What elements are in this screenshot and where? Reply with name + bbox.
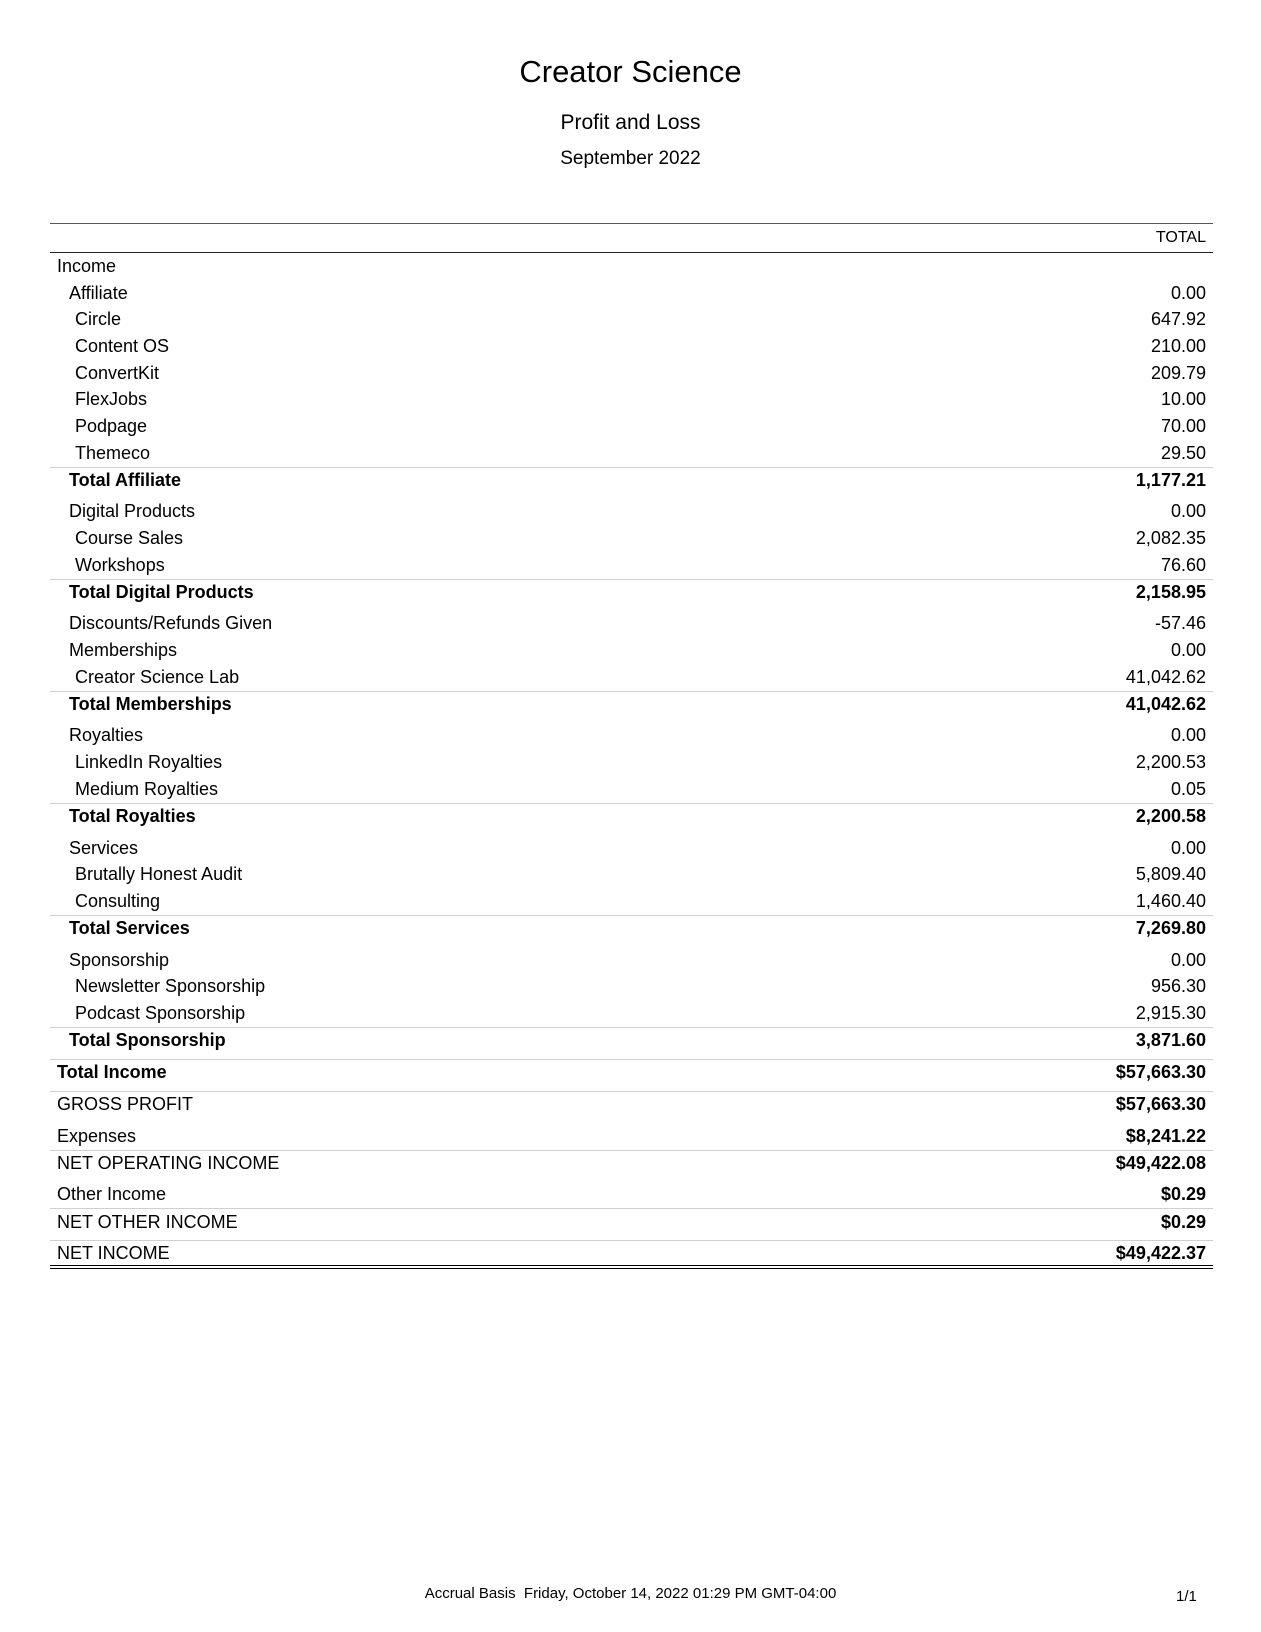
row-label: Circle xyxy=(75,309,122,330)
row-label: FlexJobs xyxy=(75,389,148,410)
table-row xyxy=(50,835,1213,862)
row-label: Other Income xyxy=(57,1184,167,1205)
table-row xyxy=(50,888,1213,915)
table-row xyxy=(50,499,1213,526)
table-row xyxy=(50,306,1213,333)
row-label: Royalties xyxy=(69,725,144,746)
row-amount: 0.00 xyxy=(1170,501,1206,522)
table-row xyxy=(50,664,1213,691)
row-amount: $8,241.22 xyxy=(1125,1125,1206,1146)
row-label: Workshops xyxy=(75,554,165,575)
row-amount: 0.00 xyxy=(1170,725,1206,746)
table-row xyxy=(50,803,1213,830)
table-row xyxy=(50,1150,1213,1177)
report-period: September 2022 xyxy=(560,148,701,169)
row-amount: 0.00 xyxy=(1170,837,1206,858)
row-label: Services xyxy=(69,837,139,858)
table-row xyxy=(50,1123,1213,1150)
row-label: GROSS PROFIT xyxy=(57,1094,194,1115)
row-label: Digital Products xyxy=(69,501,196,522)
table-row xyxy=(50,280,1213,307)
table-row xyxy=(50,413,1213,440)
row-amount: 2,158.95 xyxy=(1135,582,1206,603)
row-amount: 3,871.60 xyxy=(1135,1030,1206,1051)
row-label: NET INCOME xyxy=(57,1242,170,1263)
row-label: Expenses xyxy=(57,1125,137,1146)
row-amount: 647.92 xyxy=(1150,309,1206,330)
table-row xyxy=(50,1240,1213,1269)
row-amount: 41,042.62 xyxy=(1125,694,1206,715)
profit-loss-table xyxy=(50,223,1213,1269)
row-label: Affiliate xyxy=(69,282,128,303)
table-row xyxy=(50,749,1213,776)
table-body xyxy=(50,253,1213,1269)
table-row xyxy=(50,915,1213,942)
row-amount: 41,042.62 xyxy=(1125,666,1206,687)
row-amount: 1,177.21 xyxy=(1135,470,1206,490)
row-amount: 0.00 xyxy=(1170,949,1206,970)
table-header xyxy=(50,223,1213,253)
row-label: Discounts/Refunds Given xyxy=(69,613,273,634)
table-row xyxy=(50,637,1213,664)
table-row xyxy=(50,861,1213,888)
row-label: ConvertKit xyxy=(75,362,160,383)
row-label: Total Royalties xyxy=(69,806,196,827)
row-amount: 29.50 xyxy=(1160,442,1206,463)
row-label: Podpage xyxy=(75,415,148,436)
table-row xyxy=(50,333,1213,360)
row-label: Sponsorship xyxy=(69,949,170,970)
row-label: Total Sponsorship xyxy=(69,1030,226,1051)
row-amount: $49,422.37 xyxy=(1115,1242,1206,1263)
row-label: Total Memberships xyxy=(69,694,232,715)
table-row xyxy=(50,611,1213,638)
table-row xyxy=(50,947,1213,974)
row-amount: $57,663.30 xyxy=(1115,1094,1206,1115)
table-row xyxy=(50,973,1213,1000)
row-label: Creator Science Lab xyxy=(75,666,240,687)
row-amount: 1,460.40 xyxy=(1135,890,1206,911)
row-label: Content OS xyxy=(75,335,170,356)
company-name: Creator Science xyxy=(519,54,742,89)
row-amount: 2,082.35 xyxy=(1135,528,1206,549)
row-amount: 0.05 xyxy=(1170,778,1206,799)
table-row xyxy=(50,691,1213,718)
row-amount: 2,915.30 xyxy=(1135,1002,1206,1023)
row-amount: 76.60 xyxy=(1160,554,1206,575)
table-row xyxy=(50,1059,1213,1086)
row-amount: 2,200.58 xyxy=(1135,806,1206,827)
row-label: NET OPERATING INCOME xyxy=(57,1153,280,1173)
table-row xyxy=(50,1027,1213,1054)
row-label: Total Digital Products xyxy=(69,582,254,603)
table-row xyxy=(50,386,1213,413)
table-row xyxy=(50,1208,1213,1235)
row-label: Podcast Sponsorship xyxy=(75,1002,246,1023)
row-amount: 70.00 xyxy=(1160,415,1206,436)
table-row xyxy=(50,1000,1213,1027)
row-label: Total Services xyxy=(69,918,190,939)
row-amount: $0.29 xyxy=(1160,1184,1206,1205)
page-number: 1/1 xyxy=(1176,1588,1197,1605)
row-amount: 209.79 xyxy=(1150,362,1206,383)
row-amount: 956.30 xyxy=(1150,976,1206,997)
row-amount: 210.00 xyxy=(1150,335,1206,356)
row-label: Themeco xyxy=(75,442,151,463)
row-label: Newsletter Sponsorship xyxy=(75,976,266,997)
table-row xyxy=(50,1182,1213,1209)
table-row xyxy=(50,776,1213,803)
table-row xyxy=(50,440,1213,467)
row-amount: $49,422.08 xyxy=(1115,1153,1206,1173)
row-label: Consulting xyxy=(75,890,161,911)
total-column-header: TOTAL xyxy=(1155,229,1206,246)
row-label: Course Sales xyxy=(75,528,184,549)
row-amount: 0.00 xyxy=(1170,282,1206,303)
row-amount: 0.00 xyxy=(1170,640,1206,661)
table-row xyxy=(50,360,1213,387)
row-amount: 7,269.80 xyxy=(1135,918,1206,939)
row-label: Total Affiliate xyxy=(69,470,181,490)
row-label: Memberships xyxy=(69,640,178,661)
row-amount: -57.46 xyxy=(1154,613,1206,634)
table-row xyxy=(50,467,1213,494)
row-amount: $57,663.30 xyxy=(1115,1062,1206,1083)
row-label: Medium Royalties xyxy=(75,778,219,799)
row-label: LinkedIn Royalties xyxy=(75,752,223,773)
row-label: NET OTHER INCOME xyxy=(57,1211,238,1232)
table-row xyxy=(50,253,1213,280)
row-label: Income xyxy=(57,255,117,276)
table-row xyxy=(50,579,1213,606)
row-amount: 2,200.53 xyxy=(1135,752,1206,773)
table-row xyxy=(50,723,1213,750)
report-title: Profit and Loss xyxy=(560,111,701,134)
table-row xyxy=(50,1091,1213,1118)
row-label: Total Income xyxy=(57,1062,167,1083)
table-row xyxy=(50,525,1213,552)
table-row xyxy=(50,552,1213,579)
row-amount: 5,809.40 xyxy=(1135,864,1206,885)
row-amount: 10.00 xyxy=(1160,389,1206,410)
row-amount: $0.29 xyxy=(1160,1211,1206,1232)
row-label: Brutally Honest Audit xyxy=(75,864,243,885)
footer-basis-timestamp: Accrual Basis Friday, October 14, 2022 01:29 PM GMT-04:00 xyxy=(424,1585,837,1602)
